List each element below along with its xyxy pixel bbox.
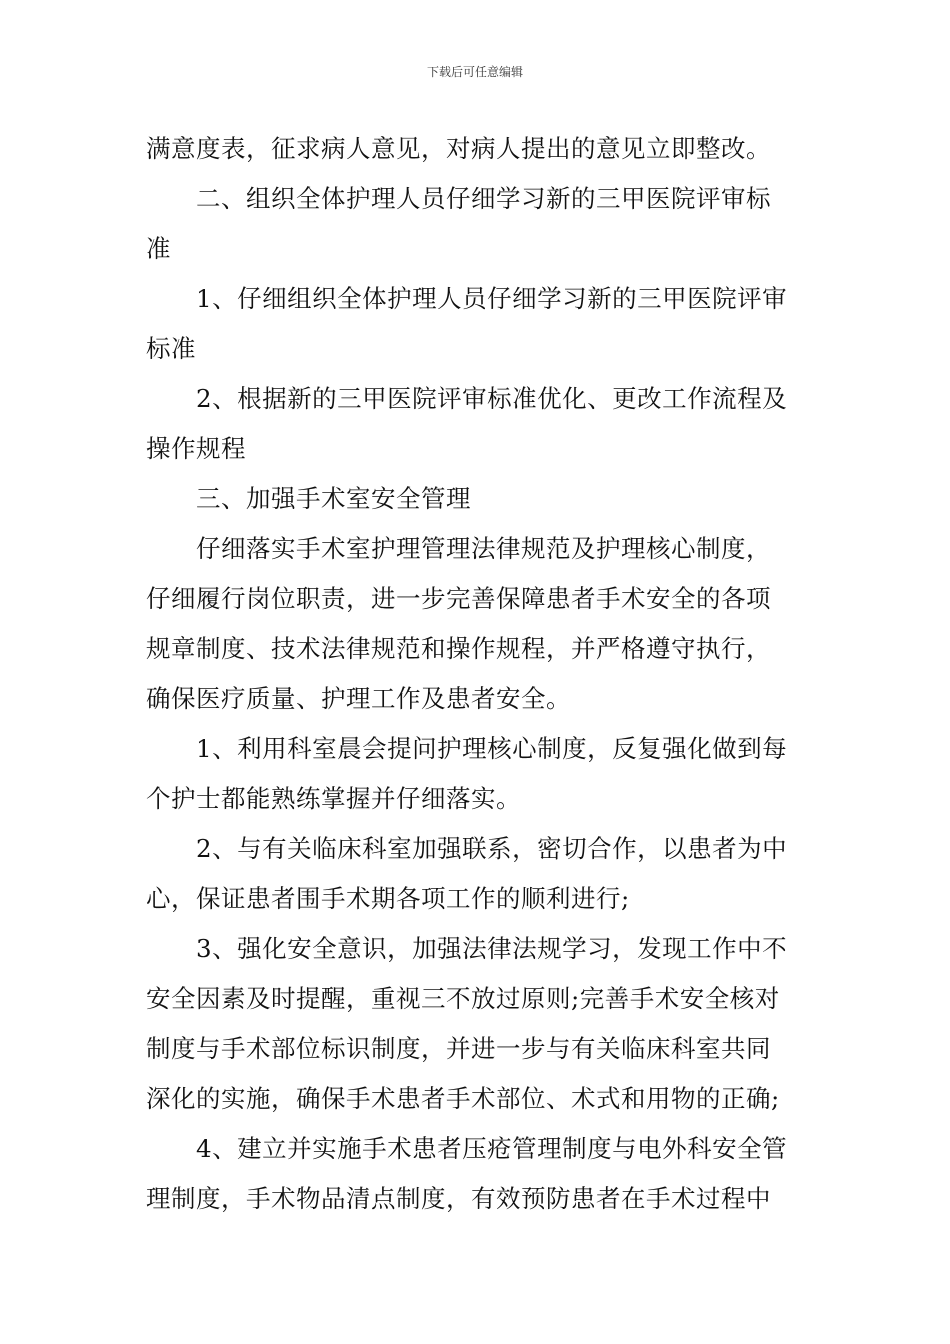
paragraph (146, 1124, 808, 1224)
text-line: 个护士都能熟练掌握并仔细落实。 (146, 784, 521, 813)
paragraph (146, 374, 808, 474)
paragraph (146, 524, 808, 724)
text-line: 仔细落实手术室护理管理法律规范及护理核心制度， (196, 534, 771, 563)
text-line: 确保医疗质量、护理工作及患者安全。 (146, 684, 571, 713)
page-header: 下载后可任意编辑 (426, 65, 523, 79)
paragraph (146, 124, 808, 174)
text-line: 操作规程 (146, 434, 246, 463)
text-line: 2、与有关临床科室加强联系，密切合作，以患者为中 (196, 834, 788, 863)
text-line: 规章制度、技术法律规范和操作规程，并严格遵守执行， (146, 634, 771, 663)
text-line: 2、根据新的三甲医院评审标准优化、更改工作流程及 (196, 384, 788, 413)
document-body (146, 124, 808, 1224)
text-line: 心，保证患者围手术期各项工作的顺利进行; (146, 884, 630, 913)
text-line: 1、利用科室晨会提问护理核心制度，反复强化做到每 (196, 734, 788, 763)
text-line: 制度与手术部位标识制度，并进一步与有关临床科室共同 (146, 1034, 771, 1063)
paragraph (146, 824, 808, 924)
paragraph (146, 274, 808, 374)
text-line: 仔细履行岗位职责，进一步完善保障患者手术安全的各项 (146, 584, 771, 613)
text-line: 准 (146, 234, 171, 263)
text-line: 安全因素及时提醒，重视三不放过原则;完善手术安全核对 (146, 984, 780, 1013)
text-line: 满意度表，征求病人意见，对病人提出的意见立即整改。 (146, 134, 771, 163)
section-heading (146, 474, 808, 524)
text-line: 3、强化安全意识，加强法律法规学习，发现工作中不 (196, 934, 788, 963)
text-line: 标准 (146, 334, 196, 363)
text-line: 4、建立并实施手术患者压疮管理制度与电外科安全管 (196, 1134, 788, 1163)
paragraph (146, 924, 808, 1124)
text-line: 深化的实施，确保手术患者手术部位、术式和用物的正确; (146, 1084, 780, 1113)
text-line: 三、加强手术室安全管理 (196, 484, 471, 513)
text-line: 理制度，手术物品清点制度，有效预防患者在手术过程中 (146, 1184, 771, 1213)
section-heading (146, 174, 808, 274)
text-line: 二、组织全体护理人员仔细学习新的三甲医院评审标 (196, 184, 771, 213)
text-line: 1、仔细组织全体护理人员仔细学习新的三甲医院评审 (196, 284, 788, 313)
paragraph (146, 724, 808, 824)
